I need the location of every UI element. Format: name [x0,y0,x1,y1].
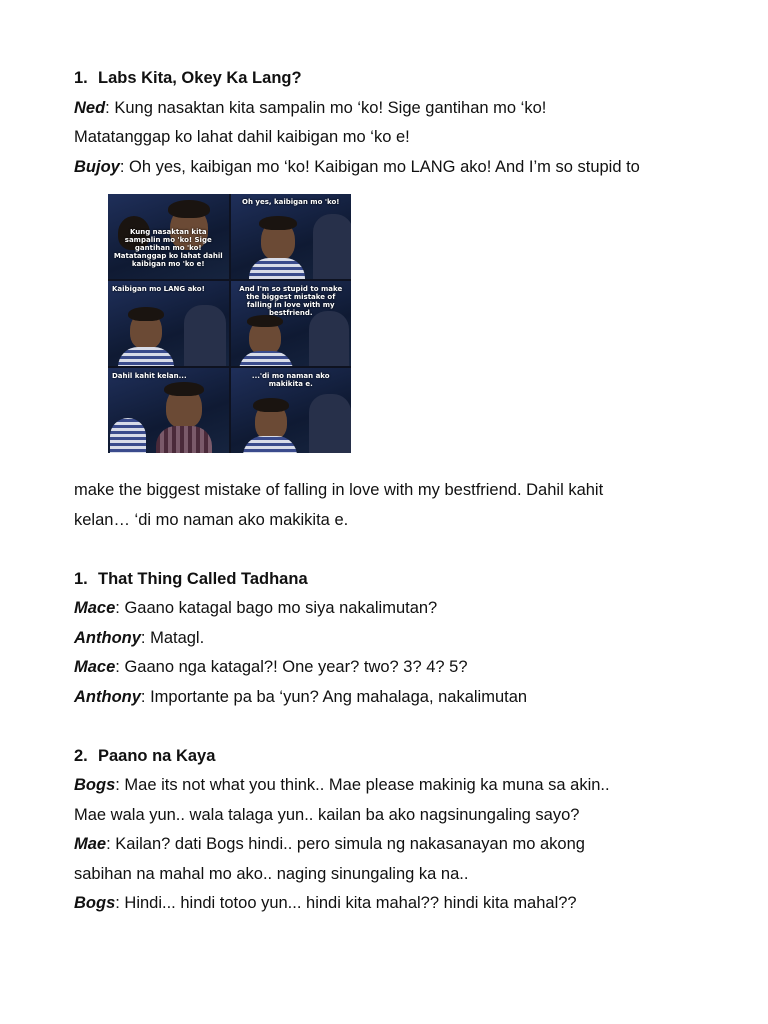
section-heading [74,565,714,595]
dialogue-text: : Gaano nga katagal?! One year? two? 3? 4? 5? [115,658,468,676]
speaker-name: Mace [74,599,116,617]
collage-caption: Kaibigan mo LANG ako! [112,285,205,293]
speaker-name: Bogs [74,776,116,794]
collage-caption: And I'm so stupid to make the biggest mistake of falling in love with my bestfriend. [239,285,343,317]
collage-panel [231,368,352,453]
collage-caption: Dahil kahit kelan... [112,372,187,380]
dialogue-line [74,94,714,124]
speaker-name: Anthony [74,687,141,706]
dialogue-line [74,153,714,183]
section-title: That Thing Called Tadhana [98,569,308,588]
section-number: 2. [74,746,88,765]
section-number: 1. [74,69,88,87]
collage-panel [231,281,352,366]
dialogue-text: sabihan na mahal mo ako.. naging sinungaling ka na.. [74,864,469,883]
movie-still-figure [74,182,714,476]
collage-panel [108,368,229,453]
speaker-name: Anthony [74,628,141,647]
collage-panel [231,194,352,279]
dialogue-text: : Oh yes, kaibigan mo ‘ko! Kaibigan mo LANG ako! And I’m so stupid to [119,157,640,176]
collage-panel [108,194,229,279]
dialogue-line [74,830,714,860]
section-title: Labs Kita, Okey Ka Lang? [98,69,302,87]
section-heading [74,742,714,772]
dialogue-text: : Hindi... hindi totoo yun... hindi kita mahal?? hindi kita mahal?? [115,894,577,912]
speaker-name: Mace [74,658,116,676]
dialogue-line [74,771,714,801]
dialogue-text: : Gaano katagal bago mo siya nakalimutan? [115,599,438,617]
collage-caption: Oh yes, kaibigan mo 'ko! [242,198,340,206]
dialogue-line [74,123,714,153]
dialogue-line [74,476,714,506]
dialogue-text: : Importante pa ba ‘yun? Ang mahalaga, nakalimutan [140,687,528,706]
speaker-name: Mae [74,835,107,853]
dialogue-line [74,624,714,654]
dialogue-text: : Kailan? dati Bogs hindi.. pero simula ng nakasanayan mo akong [106,835,585,853]
dialogue-text: Matatanggap ko lahat dahil kaibigan mo ‘ko e! [74,128,410,146]
dialogue-text: : Kung nasaktan kita sampalin mo ‘ko! Sige gantihan mo ‘ko! [105,98,547,117]
speaker-name: Bujoy [74,157,120,176]
movie-still-collage [108,194,351,453]
dialogue-line [74,506,714,536]
dialogue-line [74,889,714,919]
dialogue-line [74,594,714,624]
dialogue-text: : Mae its not what you think.. Mae please makinig ka muna sa akin.. [115,776,610,794]
document-page [74,64,714,919]
speaker-name: Ned [74,98,106,117]
dialogue-text: Mae wala yun.. wala talaga yun.. kailan ba ako nagsinungaling sayo? [74,805,580,824]
dialogue-text: make the biggest mistake of falling in love with my bestfriend. Dahil kahit [74,481,604,499]
dialogue-text: kelan… ‘di mo naman ako makikita e. [74,510,349,529]
dialogue-text: : Matagl. [140,628,205,647]
collage-caption: Kung nasaktan kita sampalin mo 'ko! Sige gantihan mo 'ko! Matatanggap ko lahat dahil kaibigan mo 'ko e! [113,228,223,268]
section-title: Paano na Kaya [98,746,216,765]
speaker-name: Bogs [74,894,116,912]
dialogue-line [74,653,714,683]
collage-caption: ...'di mo naman ako makikita e. [251,372,330,388]
dialogue-line [74,683,714,713]
dialogue-line [74,801,714,831]
dialogue-line [74,860,714,890]
collage-panel [108,281,229,366]
section-heading [74,64,714,94]
section-number: 1. [74,569,88,588]
